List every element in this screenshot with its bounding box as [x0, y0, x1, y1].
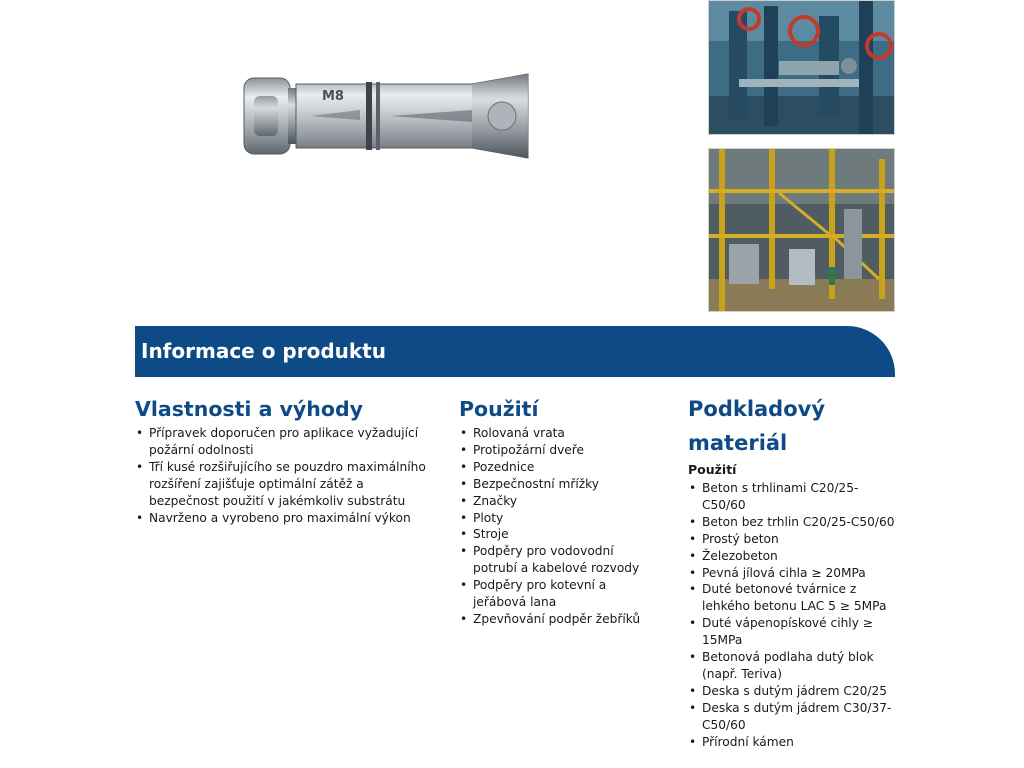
list-item: • Betonová podlaha dutý blok (např. Teriva)	[688, 649, 898, 683]
properties-heading: Vlastnosti a výhody	[135, 397, 363, 421]
substrate-subheading: Použití	[688, 462, 737, 477]
list-item: • Značky	[459, 493, 654, 510]
anchor-bolt-image	[240, 70, 532, 162]
substrate-heading: Podkladový materiál	[688, 397, 826, 455]
banner-title: Informace o produktu	[141, 339, 386, 363]
list-item: • Duté vápenopískové cihly ≥ 15MPa	[688, 615, 898, 649]
list-item: • Přípravek doporučen pro aplikace vyžadující požární odolnosti	[135, 425, 435, 459]
industrial-plant-photo	[708, 148, 895, 312]
list-item: • Prostý beton	[688, 531, 898, 548]
list-item: • Přírodní kámen	[688, 734, 898, 751]
list-item: • Beton s trhlinami C20/25-C50/60	[688, 480, 898, 514]
list-item: • Železobeton	[688, 548, 898, 565]
properties-section	[135, 392, 435, 526]
list-item: • Podpěry pro kotevní a jeřábová lana	[459, 577, 654, 611]
list-item: • Protipožární dveře	[459, 442, 654, 459]
list-item: • Bezpečnostní mřížky	[459, 476, 654, 493]
list-item: • Stroje	[459, 526, 654, 543]
product-info-banner	[135, 326, 895, 377]
list-item: • Rolovaná vrata	[459, 425, 654, 442]
substrate-list	[688, 480, 898, 751]
list-item: • Deska s dutým jádrem C20/25	[688, 683, 898, 700]
substrate-section	[688, 392, 898, 751]
list-item: • Beton bez trhlin C20/25-C50/60	[688, 514, 898, 531]
list-item: • Duté betonové tvárnice z lehkého betonu LAC 5 ≥ 5MPa	[688, 581, 898, 615]
usage-heading: Použití	[459, 397, 539, 421]
list-item: • Tří kusé rozšiřujícího se pouzdro maximálního rozšíření zajišťuje optimální zátěž a bezpečnost použití v jakémkoliv substrátu	[135, 459, 435, 510]
list-item: • Navrženo a vyrobeno pro maximální výkon	[135, 510, 435, 527]
list-item: • Pozednice	[459, 459, 654, 476]
list-item: • Podpěry pro vodovodní potrubí a kabelové rozvody	[459, 543, 654, 577]
list-item: • Pevná jílová cihla ≥ 20MPa	[688, 565, 898, 582]
industrial-machinery-photo	[708, 0, 895, 135]
usage-section	[459, 392, 654, 628]
properties-list	[135, 425, 435, 526]
usage-list	[459, 425, 654, 628]
list-item: • Ploty	[459, 510, 654, 527]
anchor-marking: M8	[322, 89, 344, 104]
list-item: • Zpevňování podpěr žebříků	[459, 611, 654, 628]
list-item: • Deska s dutým jádrem C30/37-C50/60	[688, 700, 898, 734]
